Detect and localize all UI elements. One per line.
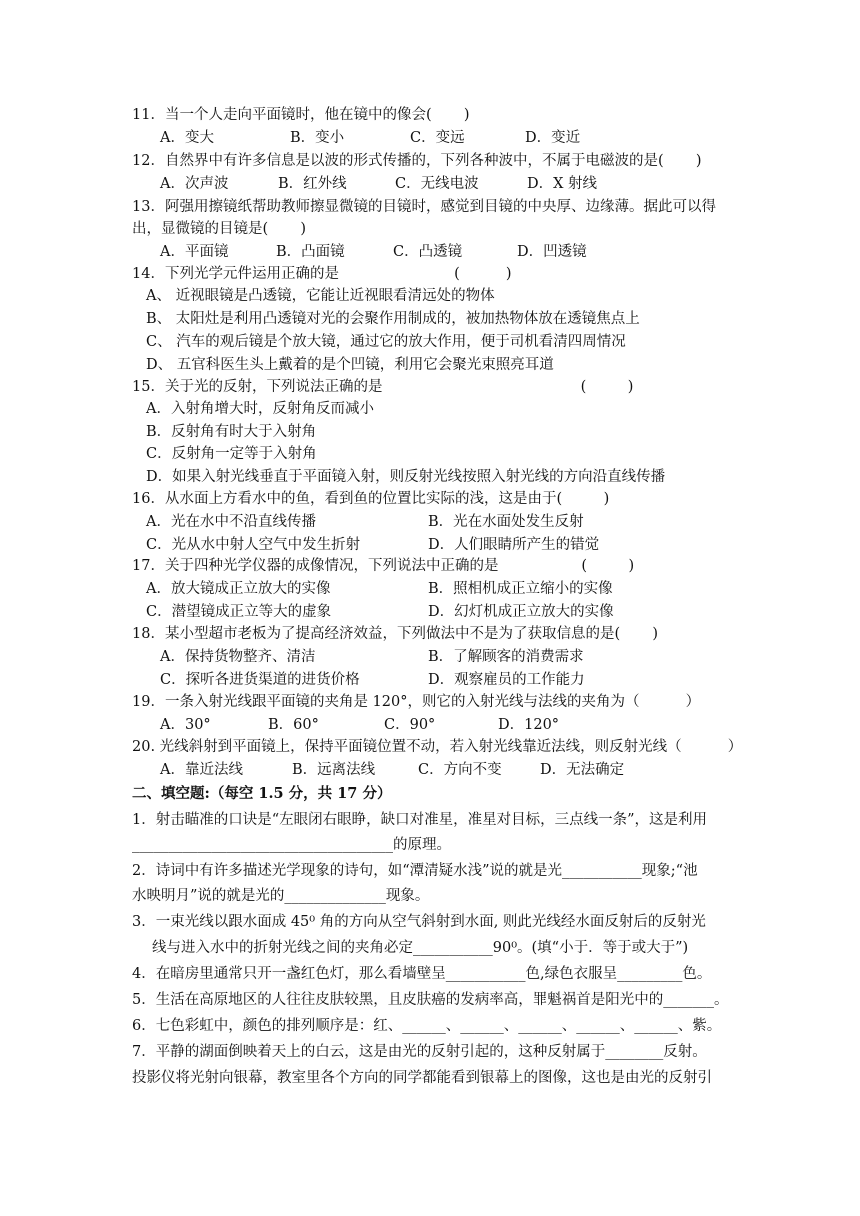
fill-item-5: 5．生活在高原地区的人往往皮肤较黑，且皮肤癌的发病率高，罪魁祸首是阳光中的_______。: [132, 992, 729, 1008]
option: A、 近视眼镜是凸透镜，它能让近视眼看清远处的物体: [146, 288, 495, 304]
option: D、 五官科医生头上戴着的是个凹镜，利用它会聚光束照亮耳道: [146, 357, 554, 373]
option: D．幻灯机成正立放大的实像: [428, 604, 614, 620]
question-13-stem: 13．阿强用擦镜纸帮助教师擦显微镜的目镜时，感觉到目镜的中央厚、边缘薄。据此可以得: [132, 199, 716, 215]
option: A．光在水中不沿直线传播: [146, 514, 316, 530]
fill-item-3-cont: 线与进入水中的折射光线之间的夹角必定___________90⁰。(填“小于．等于或大于”): [152, 940, 689, 956]
question-20-stem: 20. 光线斜射到平面镜上，保持平面镜位置不动，若入射光线靠近法线，则反射光线（ ）: [132, 739, 743, 755]
fill-item-7: 7．平静的湖面倒映着天上的白云，这是由光的反射引起的，这种反射属于________反射。: [132, 1044, 707, 1060]
option: B．远离法线: [292, 762, 376, 778]
fill-item-2-cont: 水映明月”说的就是光的______________现象。: [132, 888, 430, 904]
option: C．探听各进货渠道的进货价格: [160, 672, 360, 688]
option: D．无法确定: [540, 762, 625, 778]
option: D．变近: [525, 130, 581, 146]
question-11-stem: 11．当一个人走向平面镜时，他在镜中的像会( ): [132, 107, 470, 123]
fill-item-6: 6．七色彩虹中，颜色的排列顺序是：红、______、______、______、______、______、紫。: [132, 1018, 722, 1034]
question-18-stem: 18．某小型超市老板为了提高经济效益，下列做法中不是为了获取信息的是( ): [132, 626, 659, 642]
question-16-stem: 16．从水面上方看水中的鱼，看到鱼的位置比实际的浅，这是由于( ): [132, 491, 610, 507]
option: C．光从水中射人空气中发生折射: [146, 537, 361, 553]
option: D．人们眼睛所产生的错觉: [428, 537, 600, 553]
option: B．凸面镜: [276, 244, 345, 260]
option: C、 汽车的观后镜是个放大镜，通过它的放大作用，便于司机看清四周情况: [146, 334, 626, 350]
question-19-stem: 19．一条入射光线跟平面镜的夹角是 120°，则它的入射光线与法线的夹角为（ ）: [132, 694, 701, 710]
option: B．60°: [268, 717, 319, 733]
option: B．光在水面处发生反射: [428, 514, 584, 530]
option: C．潜望镜成正立等大的虚象: [146, 604, 332, 620]
option: B．反射角有时大于入射角: [146, 424, 317, 440]
option: B．照相机成正立缩小的实像: [428, 581, 613, 597]
option: A．次声波: [160, 176, 229, 192]
option: C．变远: [410, 130, 465, 146]
option: B、 太阳灶是利用凸透镜对光的会聚作用制成的，被加热物体放在透镜焦点上: [146, 311, 640, 327]
option: D．如果入射光线垂直于平面镜入射，则反射光线按照入射光线的方向沿直线传播: [146, 469, 666, 485]
option: A．靠近法线: [160, 762, 243, 778]
fill-item-4: 4．在暗房里通常只开一盏红色灯，那么看墙壁呈___________色,绿色衣服呈_________色。: [132, 966, 712, 982]
question-15-stem: 15．关于光的反射，下列说法正确的是 ( ): [132, 379, 634, 395]
option: D．凹透镜: [517, 244, 587, 260]
option: A．放大镜成正立放大的实像: [146, 581, 331, 597]
option: C．90°: [384, 717, 436, 733]
option: C．无线电波: [395, 176, 479, 192]
option: B．变小: [290, 130, 345, 146]
fill-item-1-cont: ____________________________________的原理。: [132, 837, 451, 853]
option: C．反射角一定等于入射角: [146, 446, 317, 462]
fill-item-7-cont: 投影仪将光射向银幕，教室里各个方向的同学都能看到银幕上的图像，这也是由光的反射引: [132, 1070, 712, 1086]
question-13-stem-cont: 出，显微镜的目镜是( ): [132, 221, 307, 237]
fill-item-3: 3．一束光线以跟水面成 45⁰ 角的方向从空气斜射到水面, 则此光线经水面反射后的反射光: [132, 914, 706, 930]
option: A．变大: [160, 130, 214, 146]
option: D．120°: [498, 717, 560, 733]
option: C．方向不变: [418, 762, 502, 778]
option: B．红外线: [278, 176, 347, 192]
section-title: 二、填空题:（每空 1.5 分，共 17 分）: [132, 785, 392, 802]
option: D．X 射线: [527, 176, 598, 192]
fill-item-1: 1．射击瞄准的口诀是“左眼闭右眼睁，缺口对准星，准星对目标，三点线一条”，这是利用: [132, 812, 708, 828]
question-12-stem: 12．自然界中有许多信息是以波的形式传播的，下列各种波中，不属于电磁波的是( ): [132, 153, 702, 169]
fill-item-2: 2．诗词中有许多描述光学现象的诗句，如“潭清疑水浅”说的就是光___________现象;“池: [132, 863, 698, 879]
option: A．保持货物整齐、清洁: [160, 649, 316, 665]
question-17-stem: 17．关于四种光学仪器的成像情况，下列说法中正确的是 ( ): [132, 558, 635, 574]
option: A．入射角增大时，反射角反而减小: [146, 401, 374, 417]
option: C．凸透镜: [393, 244, 463, 260]
option: A．30°: [160, 717, 211, 733]
option: A．平面镜: [160, 244, 229, 260]
question-14-stem: 14．下列光学元件运用正确的是 ( ): [132, 266, 512, 282]
option: B．了解顾客的消费需求: [428, 649, 584, 665]
option: D．观察雇员的工作能力: [428, 672, 585, 688]
